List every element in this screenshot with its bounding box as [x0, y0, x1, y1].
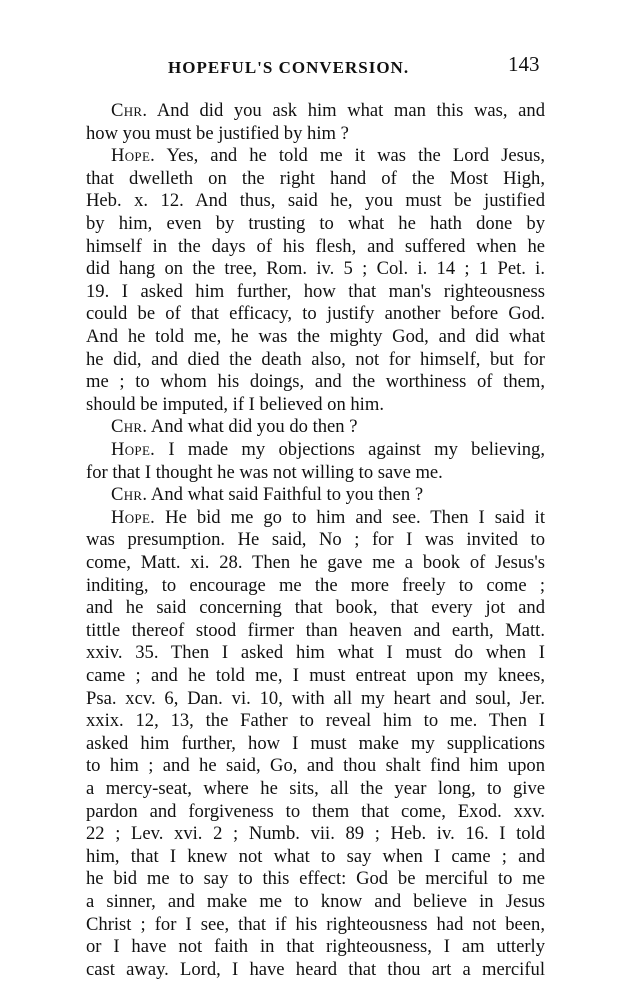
line-text: inditing, to encourage me the more freely to come ;: [86, 574, 545, 596]
line-text: Psa. xcv. 6, Dan. vi. 10, with all my heart and soul, Jer.: [86, 687, 545, 709]
speaker-label: Hope.: [111, 506, 156, 528]
text-line: [111, 98, 545, 123]
text-line: [86, 550, 545, 575]
text-line: [86, 776, 545, 801]
line-text: I made my objections against my believing,: [155, 439, 545, 460]
line-text: should be imputed, if I believed on him.: [86, 393, 384, 415]
text-line: [86, 912, 545, 937]
text-line: [86, 686, 545, 711]
line-text: Heb. x. 12. And thus, said he, you must be justified: [86, 190, 545, 212]
text-line: [86, 166, 545, 191]
line-text: how you must be justified by him ?: [86, 122, 349, 144]
line-text: for that I thought he was not willing to save me.: [86, 461, 443, 483]
line-text: cast away. Lord, I have heard that thou art a merciful: [86, 958, 545, 980]
text-line: [86, 121, 545, 146]
line-text: pardon and forgiveness to them that come, Exod. xxv.: [86, 800, 545, 822]
text-line: [111, 414, 545, 439]
line-text: could be of that efficacy, to justify another before God.: [86, 303, 545, 325]
text-line: [86, 234, 545, 259]
line-text: 22 ; Lev. xvi. 2 ; Numb. vii. 89 ; Heb. iv. 16. I told: [86, 823, 545, 845]
line-text: was presumption. He said, No ; for I was invited to: [86, 529, 545, 551]
text-line: [86, 799, 545, 824]
running-title: HOPEFUL'S CONVERSION.: [168, 58, 410, 77]
text-line: [86, 347, 545, 372]
speaker-label: Chr.: [111, 416, 148, 438]
speaker-label: Hope.: [111, 439, 156, 460]
text-line: [86, 369, 545, 394]
text-line: [86, 301, 545, 326]
line-text: and he said concerning that book, that every jot and: [86, 597, 545, 619]
line-text: And what said Faithful to you then ?: [147, 484, 424, 506]
text-line: [86, 934, 545, 959]
text-line: [86, 731, 545, 756]
speaker-label: Chr.: [111, 100, 148, 121]
line-text: Yes, and he told me it was the Lord Jesus,: [155, 145, 545, 167]
line-text: asked him further, how I must make my supplications: [86, 732, 545, 754]
line-text: Christ ; for I see, that if his righteousness had not been,: [86, 913, 545, 935]
line-text: a mercy-seat, where he sits, all the year long, to give: [86, 778, 545, 799]
line-text: that dwelleth on the right hand of the Most High,: [86, 167, 545, 189]
line-text: a sinner, and make me to know and believe in Jesus: [86, 891, 545, 912]
line-text: And he told me, he was the mighty God, and did what: [86, 326, 545, 347]
page-number: 143: [508, 52, 540, 76]
text-line: [86, 957, 545, 982]
page-header: [0, 50, 621, 80]
line-text: xxix. 12, 13, the Father to reveal him to me. Then I: [86, 710, 545, 732]
line-text: he bid me to say to this effect: God be merciful to me: [86, 868, 545, 890]
line-text: xxiv. 35. Then I asked him what I must do when I: [86, 642, 545, 664]
text-line: [86, 573, 545, 598]
line-text: 19. I asked him further, how that man's righteousness: [86, 280, 545, 302]
text-line: [86, 708, 545, 733]
text-line: [111, 437, 545, 462]
text-line: [111, 482, 545, 507]
line-text: And what did you do then ?: [147, 416, 358, 438]
text-line: [86, 324, 545, 349]
line-text: And did you ask him what man this was, and: [147, 100, 545, 121]
text-line: [86, 256, 545, 281]
text-line: [86, 640, 545, 665]
text-line: [86, 460, 545, 485]
line-text: tittle thereof stood firmer than heaven and earth, Matt.: [86, 619, 545, 641]
line-text: by him, even by trusting to what he hath done by: [86, 213, 545, 234]
line-text: to him ; and he said, Go, and thou shalt find him upon: [86, 755, 545, 777]
text-line: [86, 618, 545, 643]
text-line: [86, 889, 545, 914]
text-line: [86, 663, 545, 688]
text-line: [111, 505, 545, 530]
text-line: [86, 866, 545, 891]
text-line: [86, 844, 545, 869]
text-line: [86, 753, 545, 778]
line-text: himself in the days of his flesh, and suffered when he: [86, 235, 545, 257]
text-line: [86, 279, 545, 304]
line-text: come, Matt. xi. 28. Then he gave me a book of Jesus's: [86, 552, 545, 573]
text-line: [86, 527, 545, 552]
line-text: or I have not faith in that righteousness, I am utterly: [86, 936, 545, 958]
line-text: did hang on the tree, Rom. iv. 5 ; Col. i. 14 ; 1 Pet. i.: [86, 258, 545, 280]
line-text: came ; and he told me, I must entreat upon my knees,: [86, 665, 545, 686]
line-text: he did, and died the death also, not for himself, but for: [86, 348, 545, 370]
line-text: me ; to whom his doings, and the worthiness of them,: [86, 371, 545, 393]
text-line: [86, 595, 545, 620]
speaker-label: Chr.: [111, 484, 148, 506]
line-text: him, that I knew not what to say when I came ; and: [86, 845, 545, 867]
text-line: [86, 211, 545, 236]
text-line: [86, 392, 545, 417]
text-line: [111, 143, 545, 168]
text-line: [86, 821, 545, 846]
line-text: He bid me go to him and see. Then I said it: [155, 506, 545, 528]
speaker-label: Hope.: [111, 145, 156, 167]
text-line: [86, 188, 545, 213]
